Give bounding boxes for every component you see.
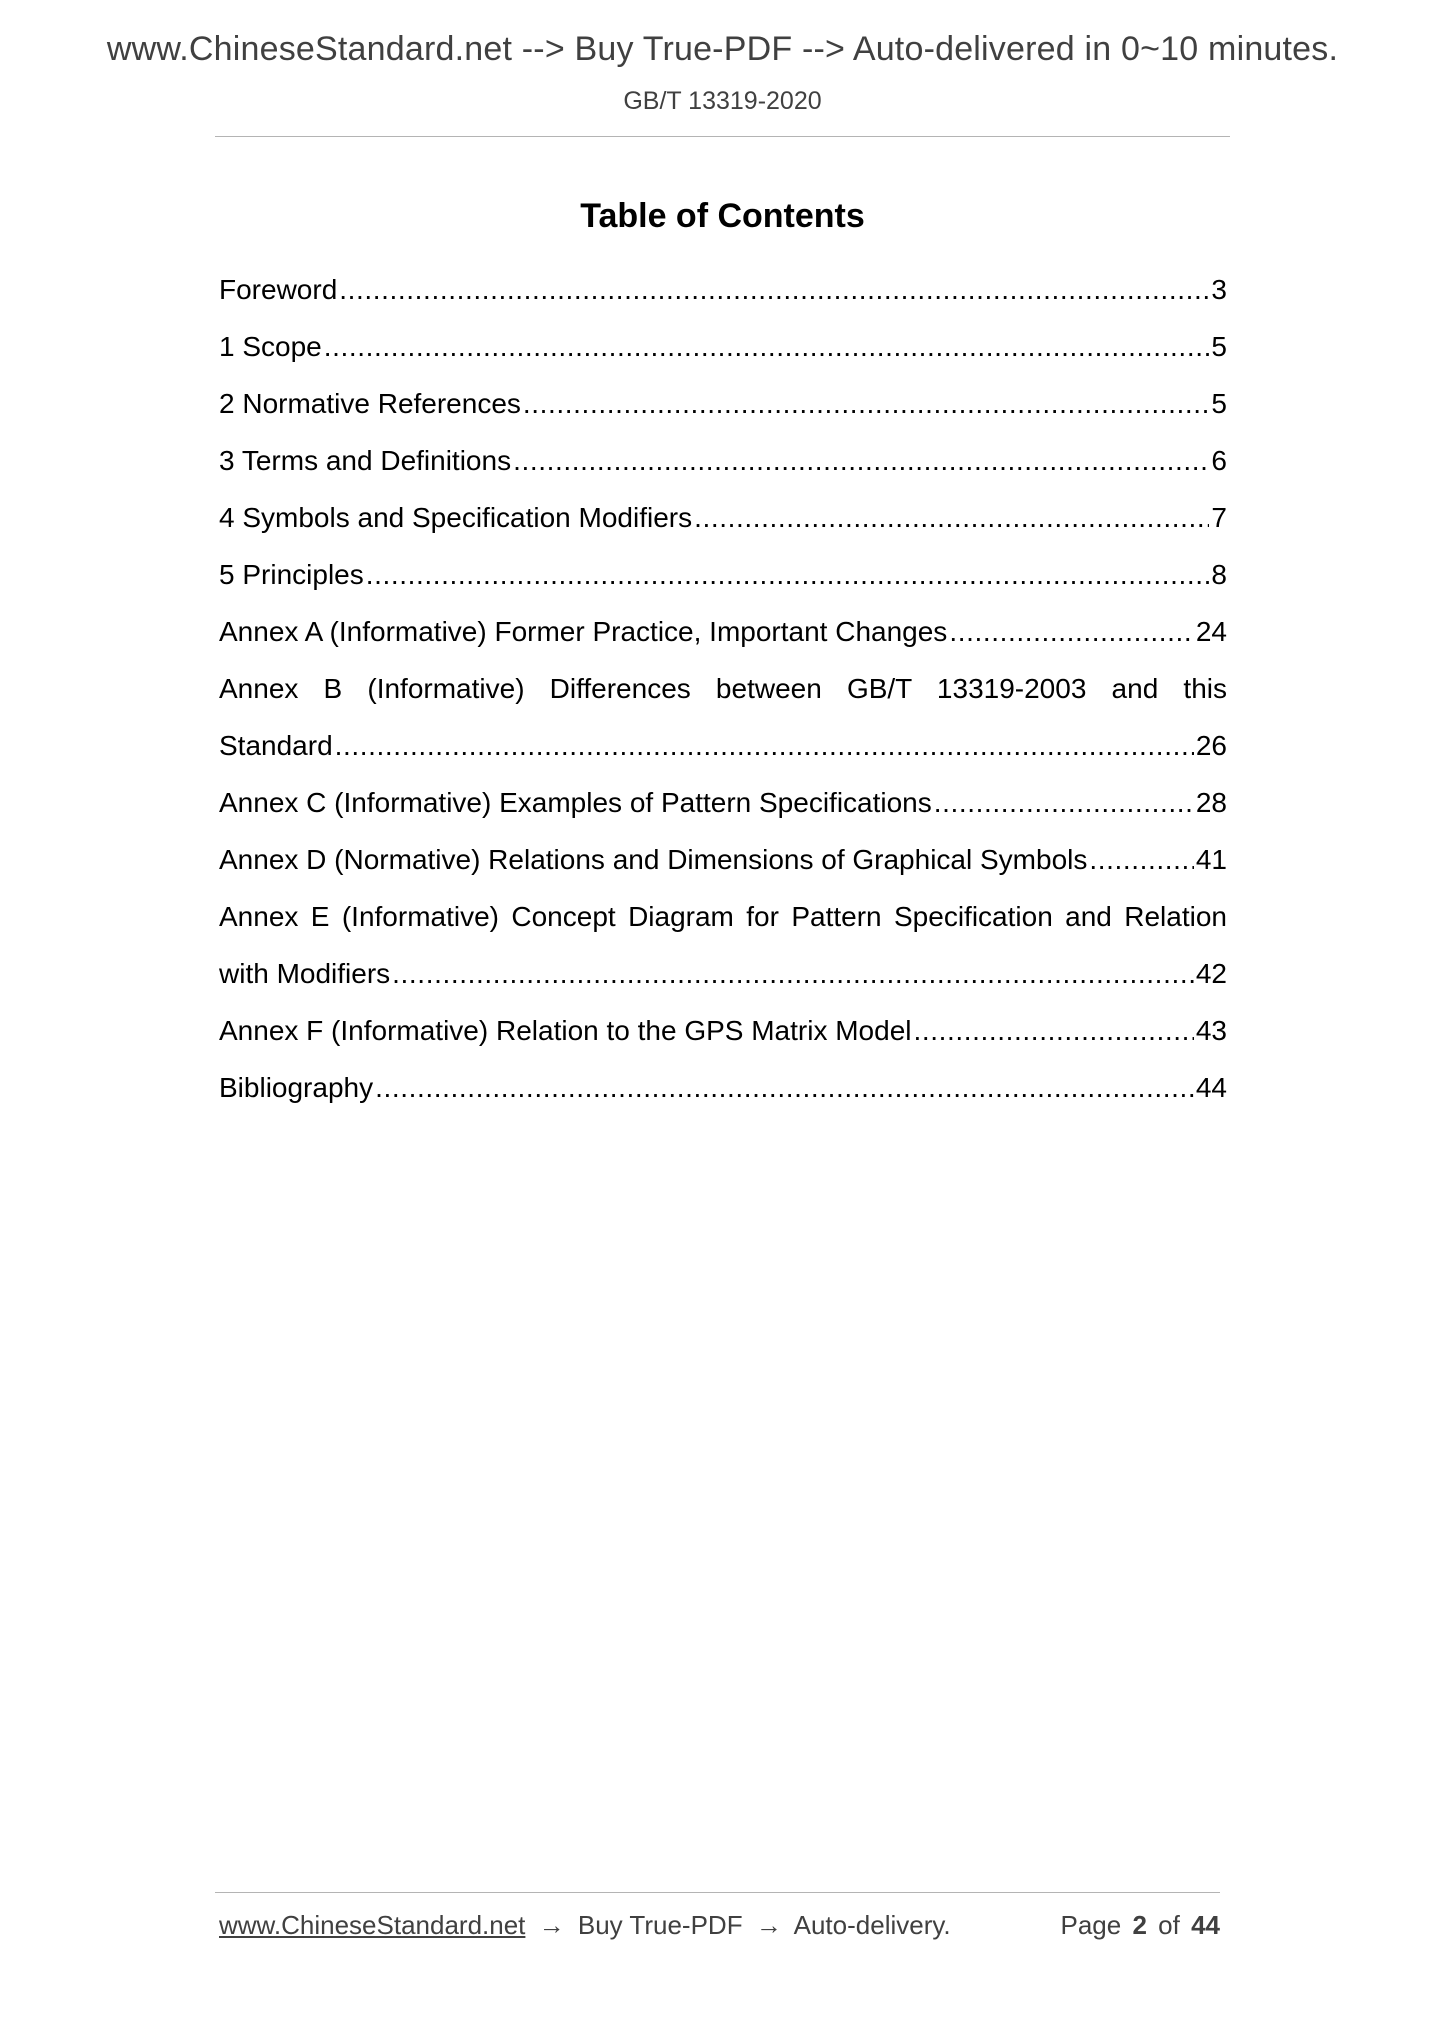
- toc-entry-annex-b-line1[interactable]: [219, 660, 1227, 717]
- toc-entry-label: Annex F (Informative) Relation to the GPS Matrix Model: [219, 1015, 912, 1046]
- toc-entry-label: 4 Symbols and Specification Modifiers: [219, 502, 693, 533]
- toc-title: Table of Contents: [580, 197, 865, 235]
- toc-entry-label: Standard: [219, 730, 333, 761]
- toc-entry-page: 42: [1195, 958, 1227, 989]
- toc-entry-terms-definitions[interactable]: [219, 432, 1227, 489]
- dot-leader: [694, 489, 1209, 546]
- toc-entry-page: 28: [1195, 787, 1227, 818]
- toc-entry-page: 8: [1211, 559, 1227, 590]
- toc-entry-normative-references[interactable]: [219, 375, 1227, 432]
- delivery-text: Auto-delivery.: [793, 1910, 951, 1940]
- toc-entry-bibliography[interactable]: [219, 1059, 1227, 1116]
- toc-entry-page: 43: [1195, 1015, 1227, 1046]
- toc-entry-page: 3: [1211, 274, 1227, 305]
- toc-entry-label: 1 Scope: [219, 331, 322, 362]
- toc-entry-label: Bibliography: [219, 1072, 374, 1103]
- of-word: of: [1158, 1910, 1180, 1940]
- toc-entry-annex-b[interactable]: [219, 717, 1227, 774]
- right-arrow-icon: →: [538, 1910, 565, 1940]
- toc-entry-page: 24: [1195, 616, 1227, 647]
- footer-divider: [215, 1892, 1220, 1893]
- toc-entry-page: 7: [1211, 502, 1227, 533]
- page-indicator: [1060, 1910, 1220, 1941]
- right-arrow-icon: →: [755, 1910, 782, 1940]
- toc-entry-page: 5: [1211, 331, 1227, 362]
- toc-entry-principles[interactable]: [219, 546, 1227, 603]
- toc-entry-annex-f[interactable]: [219, 1002, 1227, 1059]
- toc-entry-label: Annex A (Informative) Former Practice, Important Changes: [219, 616, 948, 647]
- toc-entry-label: 5 Principles: [219, 559, 364, 590]
- page-footer: [219, 1910, 1220, 1941]
- dot-leader: [934, 774, 1194, 831]
- toc-entry-label: with Modifiers: [219, 958, 391, 989]
- toc-entry-annex-e[interactable]: [219, 945, 1227, 1002]
- dot-leader: [335, 717, 1194, 774]
- toc-entry-page: 26: [1195, 730, 1227, 761]
- dot-leader: [914, 1002, 1194, 1059]
- dot-leader: [513, 432, 1209, 489]
- dot-leader: [1089, 831, 1193, 888]
- toc-entry-annex-d[interactable]: [219, 831, 1227, 888]
- site-banner: www.ChineseStandard.net --> Buy True-PDF --> Auto-delivered in 0~10 minutes.: [106, 30, 1339, 68]
- toc-entry-label: Foreword: [219, 274, 338, 305]
- dot-leader: [949, 603, 1194, 660]
- toc-entry-label: 3 Terms and Definitions: [219, 445, 512, 476]
- page-word: Page: [1060, 1910, 1122, 1940]
- toc-entry-page: 5: [1211, 388, 1227, 419]
- toc-entry-page: 41: [1195, 844, 1227, 875]
- site-link[interactable]: www.ChineseStandard.net: [219, 1910, 526, 1940]
- dot-leader: [523, 375, 1210, 432]
- dot-leader: [339, 261, 1209, 318]
- toc-entry-annex-c[interactable]: [219, 774, 1227, 831]
- toc-entry-label: 2 Normative References: [219, 388, 521, 419]
- toc-entry-symbols-modifiers[interactable]: [219, 489, 1227, 546]
- toc-entry-page: 6: [1211, 445, 1227, 476]
- dot-leader: [366, 546, 1210, 603]
- dot-leader: [375, 1059, 1194, 1116]
- toc-entry-annex-a[interactable]: [219, 603, 1227, 660]
- toc-list: [219, 261, 1227, 1116]
- standard-code: GB/T 13319-2020: [623, 87, 822, 115]
- toc-entry-annex-e-line1[interactable]: [219, 888, 1227, 945]
- toc-entry-label: Annex C (Informative) Examples of Pattern Specifications: [219, 787, 932, 818]
- buy-text: Buy True-PDF: [577, 1910, 743, 1940]
- toc-entry-page: 44: [1195, 1072, 1227, 1103]
- toc-entry-scope[interactable]: [219, 318, 1227, 375]
- header-divider: [215, 136, 1230, 137]
- dot-leader: [392, 945, 1194, 1002]
- page-current: 2: [1132, 1910, 1147, 1940]
- dot-leader: [324, 318, 1210, 375]
- toc-entry-label: Annex B (Informative) Differences between GB/T 13319-2003 and this: [219, 673, 1227, 704]
- toc-entry-foreword[interactable]: [219, 261, 1227, 318]
- page-total: 44: [1191, 1910, 1220, 1940]
- toc-entry-label: Annex D (Normative) Relations and Dimensions of Graphical Symbols: [219, 844, 1088, 875]
- toc-entry-label: Annex E (Informative) Concept Diagram for Pattern Specification and Relation: [219, 901, 1227, 932]
